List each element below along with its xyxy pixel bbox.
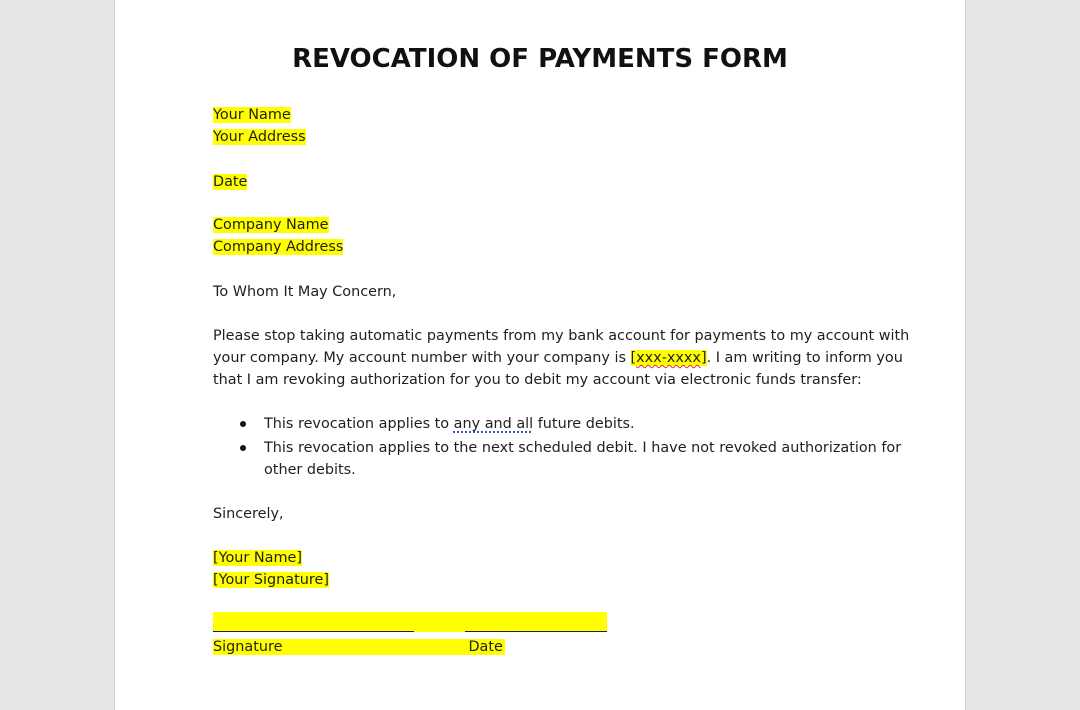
signature-line[interactable] (213, 631, 414, 632)
signer-signature[interactable]: [Your Signature] (213, 572, 329, 588)
body-line-2 (213, 347, 903, 369)
account-number-placeholder[interactable] (631, 350, 707, 366)
body-line-2-after: . I am writing to inform you (706, 350, 903, 366)
date-line (213, 171, 247, 193)
bullet-item-2-line-1: This revocation applies to the next scheduled debit. I have not revoked authorization for (264, 440, 902, 456)
sender-name[interactable]: Your Name (213, 107, 291, 123)
sender-address-line (213, 126, 306, 148)
account-number-value: xxx-xxxx (636, 350, 701, 366)
signer-name-line (213, 547, 302, 569)
company-name-line (213, 214, 329, 236)
bracket-close: ] (700, 350, 707, 366)
bracket-open: [ (630, 350, 637, 366)
bullet-item-2-line-2: other debits. (264, 462, 356, 478)
signer-name[interactable]: [Your Name] (213, 550, 302, 566)
bullet-item-1-before: This revocation applies to (264, 416, 454, 432)
bullet-icon (240, 421, 246, 427)
letter-date[interactable]: Date (213, 174, 248, 190)
grammar-flag[interactable]: any and all (453, 416, 534, 432)
company-address[interactable]: Company Address (213, 239, 344, 255)
company-address-line (213, 236, 343, 258)
sender-name-line (213, 104, 291, 126)
signer-signature-line (213, 569, 329, 591)
closing: Sincerely, (213, 506, 284, 522)
signature-highlight (213, 612, 607, 632)
bullet-icon (240, 445, 246, 451)
bullet-item-1-after: future debits. (533, 416, 635, 432)
sender-address[interactable]: Your Address (213, 129, 306, 145)
signature-label-line (213, 636, 505, 658)
document-title: REVOCATION OF PAYMENTS FORM (292, 44, 788, 74)
signature-label: Signature (213, 639, 468, 655)
salutation: To Whom It May Concern, (213, 284, 397, 300)
date-line-rule[interactable] (465, 631, 607, 632)
bullet-item-1 (264, 413, 635, 435)
body-line-1: Please stop taking automatic payments from my bank account for payments to my account with (213, 328, 910, 344)
document-page (115, 0, 965, 710)
company-name[interactable]: Company Name (213, 217, 329, 233)
body-line-3: that I am revoking authorization for you to debit my account via electronic funds transfer: (213, 372, 862, 388)
body-line-2-before: your company. My account number with your company is (213, 350, 631, 366)
date-label: Date (468, 639, 503, 655)
